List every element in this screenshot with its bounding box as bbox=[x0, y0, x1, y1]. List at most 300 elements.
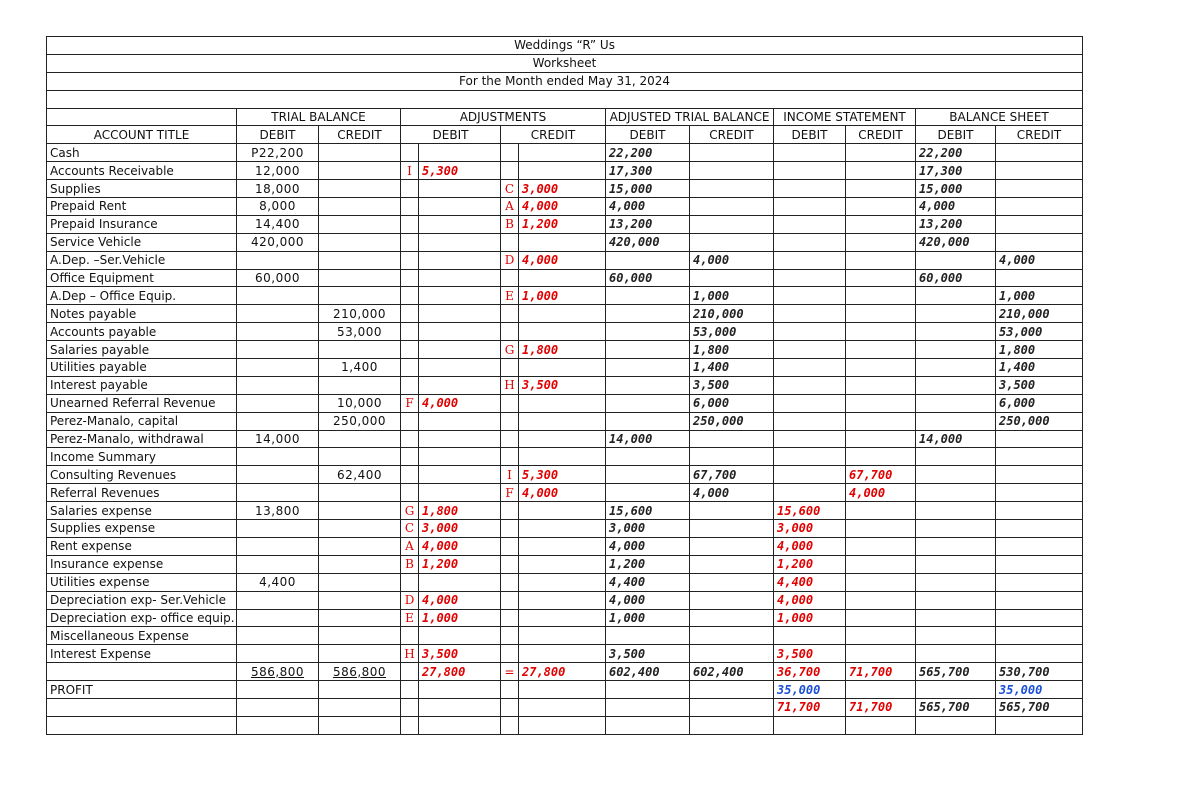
adj-debit bbox=[419, 233, 501, 251]
adj-credit-ref bbox=[501, 573, 519, 591]
adj-credit-ref: A bbox=[501, 198, 519, 216]
atb-debit: 22,200 bbox=[606, 144, 690, 162]
atb-credit bbox=[690, 645, 774, 663]
blank-cell bbox=[237, 681, 319, 699]
account-title: Miscellaneous Expense bbox=[47, 627, 237, 645]
profit-is-debit: 35,000 bbox=[774, 681, 846, 699]
adj-credit bbox=[519, 430, 606, 448]
adj-credit-ref bbox=[501, 412, 519, 430]
blank-cell bbox=[606, 681, 690, 699]
adj-credit bbox=[519, 162, 606, 180]
bs-credit-total: 530,700 bbox=[996, 663, 1083, 681]
account-title-header: ACCOUNT TITLE bbox=[47, 126, 237, 144]
adj-debit bbox=[419, 251, 501, 269]
is-debit bbox=[774, 198, 846, 216]
adj-credit-ref: C bbox=[501, 180, 519, 198]
atb-debit: 4,000 bbox=[606, 198, 690, 216]
is-credit: 4,000 bbox=[846, 484, 916, 502]
table-row bbox=[47, 162, 1083, 180]
account-title: Depreciation exp- office equip. bbox=[47, 609, 237, 627]
adj-debit: 3,500 bbox=[419, 645, 501, 663]
adjustments-header: ADJUSTMENTS bbox=[401, 108, 606, 126]
is-debit-total: 36,700 bbox=[774, 663, 846, 681]
table-row bbox=[47, 144, 1083, 162]
adj-debit: 3,000 bbox=[419, 520, 501, 538]
bs-debit: 60,000 bbox=[916, 269, 996, 287]
bs-credit-header: CREDIT bbox=[996, 126, 1083, 144]
profit-label: PROFIT bbox=[47, 681, 237, 699]
bs-debit bbox=[916, 466, 996, 484]
adj-debit bbox=[419, 466, 501, 484]
tb-credit bbox=[319, 233, 401, 251]
bs-credit bbox=[996, 573, 1083, 591]
bs-debit bbox=[916, 520, 996, 538]
blank-cell bbox=[401, 681, 419, 699]
is-credit bbox=[846, 520, 916, 538]
adj-debit bbox=[419, 376, 501, 394]
adj-credit-ref: B bbox=[501, 215, 519, 233]
atb-credit: 210,000 bbox=[690, 305, 774, 323]
account-title: Rent expense bbox=[47, 537, 237, 555]
blank-cell bbox=[47, 108, 237, 126]
table-row bbox=[47, 573, 1083, 591]
adj-debit-ref bbox=[401, 430, 419, 448]
atb-credit: 6,000 bbox=[690, 394, 774, 412]
bs-credit bbox=[996, 645, 1083, 663]
adj-debit-ref bbox=[401, 573, 419, 591]
bs-debit bbox=[916, 359, 996, 377]
adj-credit bbox=[519, 645, 606, 663]
adj-debit-ref bbox=[401, 341, 419, 359]
adj-debit bbox=[419, 305, 501, 323]
is-debit: 1,000 bbox=[774, 609, 846, 627]
is-credit bbox=[846, 341, 916, 359]
bs-credit bbox=[996, 555, 1083, 573]
is-debit: 4,400 bbox=[774, 573, 846, 591]
blank-cell bbox=[519, 716, 606, 734]
account-title: Perez-Manalo, withdrawal bbox=[47, 430, 237, 448]
period-title: For the Month ended May 31, 2024 bbox=[47, 72, 1083, 90]
tb-debit: 4,400 bbox=[237, 573, 319, 591]
atb-debit-header: DEBIT bbox=[606, 126, 690, 144]
tb-credit-header: CREDIT bbox=[319, 126, 401, 144]
tb-credit bbox=[319, 502, 401, 520]
is-credit bbox=[846, 323, 916, 341]
adj-credit bbox=[519, 573, 606, 591]
is-credit bbox=[846, 305, 916, 323]
bs-debit bbox=[916, 537, 996, 555]
is-credit bbox=[846, 555, 916, 573]
table-row bbox=[47, 359, 1083, 377]
atb-credit bbox=[690, 198, 774, 216]
is-credit bbox=[846, 198, 916, 216]
adj-credit-ref bbox=[501, 645, 519, 663]
is-debit bbox=[774, 305, 846, 323]
bs-debit bbox=[916, 394, 996, 412]
atb-debit bbox=[606, 305, 690, 323]
tb-debit bbox=[237, 412, 319, 430]
is-debit bbox=[774, 430, 846, 448]
atb-credit bbox=[690, 430, 774, 448]
bs-debit bbox=[916, 305, 996, 323]
adj-credit bbox=[519, 520, 606, 538]
is-debit bbox=[774, 466, 846, 484]
adj-debit-ref bbox=[401, 627, 419, 645]
final-is-debit: 71,700 bbox=[774, 698, 846, 716]
atb-debit bbox=[606, 448, 690, 466]
tb-credit bbox=[319, 341, 401, 359]
bs-credit: 4,000 bbox=[996, 251, 1083, 269]
tb-debit bbox=[237, 520, 319, 538]
is-debit bbox=[774, 448, 846, 466]
tb-credit bbox=[319, 520, 401, 538]
atb-credit bbox=[690, 448, 774, 466]
adj-debit-ref bbox=[401, 466, 419, 484]
bs-debit: 14,000 bbox=[916, 430, 996, 448]
tb-credit bbox=[319, 484, 401, 502]
bs-debit bbox=[916, 323, 996, 341]
bs-credit bbox=[996, 198, 1083, 216]
is-credit: 67,700 bbox=[846, 466, 916, 484]
adj-credit bbox=[519, 412, 606, 430]
adj-debit-ref bbox=[401, 251, 419, 269]
adj-credit bbox=[519, 144, 606, 162]
is-credit bbox=[846, 430, 916, 448]
atb-credit: 1,800 bbox=[690, 341, 774, 359]
tb-credit bbox=[319, 537, 401, 555]
blank-cell bbox=[237, 698, 319, 716]
tb-credit: 62,400 bbox=[319, 466, 401, 484]
atb-debit: 14,000 bbox=[606, 430, 690, 448]
account-title: A.Dep. –Ser.Vehicle bbox=[47, 251, 237, 269]
bs-credit bbox=[996, 591, 1083, 609]
balance-sheet-header: BALANCE SHEET bbox=[916, 108, 1083, 126]
adj-credit-ref bbox=[501, 305, 519, 323]
blank-cell bbox=[401, 663, 419, 681]
bs-credit: 1,000 bbox=[996, 287, 1083, 305]
bs-debit-header: DEBIT bbox=[916, 126, 996, 144]
table-row bbox=[47, 609, 1083, 627]
is-debit: 1,200 bbox=[774, 555, 846, 573]
table-row bbox=[47, 430, 1083, 448]
atb-debit-total: 602,400 bbox=[606, 663, 690, 681]
tb-debit bbox=[237, 341, 319, 359]
adj-credit bbox=[519, 323, 606, 341]
is-credit bbox=[846, 287, 916, 305]
is-credit bbox=[846, 144, 916, 162]
adj-debit-ref bbox=[401, 412, 419, 430]
adj-credit bbox=[519, 609, 606, 627]
tb-credit: 1,400 bbox=[319, 359, 401, 377]
is-debit bbox=[774, 376, 846, 394]
tb-credit-total: 586,800 bbox=[319, 663, 401, 681]
account-title: Interest Expense bbox=[47, 645, 237, 663]
bs-debit bbox=[916, 287, 996, 305]
adj-credit: 5,300 bbox=[519, 466, 606, 484]
adj-debit-ref bbox=[401, 484, 419, 502]
atb-debit bbox=[606, 359, 690, 377]
tb-debit: 13,800 bbox=[237, 502, 319, 520]
is-debit bbox=[774, 251, 846, 269]
atb-credit-header: CREDIT bbox=[690, 126, 774, 144]
is-credit bbox=[846, 269, 916, 287]
tb-credit bbox=[319, 609, 401, 627]
account-title: Accounts payable bbox=[47, 323, 237, 341]
account-title: Cash bbox=[47, 144, 237, 162]
bs-debit bbox=[916, 341, 996, 359]
account-title: Supplies bbox=[47, 180, 237, 198]
adj-credit-ref bbox=[501, 591, 519, 609]
is-debit bbox=[774, 215, 846, 233]
atb-debit: 1,000 bbox=[606, 609, 690, 627]
atb-credit: 1,000 bbox=[690, 287, 774, 305]
adj-debit-header: DEBIT bbox=[401, 126, 501, 144]
is-credit-total: 71,700 bbox=[846, 663, 916, 681]
atb-credit bbox=[690, 537, 774, 555]
bs-credit bbox=[996, 537, 1083, 555]
atb-debit: 60,000 bbox=[606, 269, 690, 287]
is-credit bbox=[846, 412, 916, 430]
is-credit bbox=[846, 359, 916, 377]
account-title: Prepaid Insurance bbox=[47, 215, 237, 233]
adjusted-trial-balance-header: ADJUSTED TRIAL BALANCE bbox=[606, 108, 774, 126]
atb-debit: 13,200 bbox=[606, 215, 690, 233]
is-credit bbox=[846, 627, 916, 645]
is-credit bbox=[846, 180, 916, 198]
adj-debit: 1,200 bbox=[419, 555, 501, 573]
is-debit bbox=[774, 162, 846, 180]
blank-cell bbox=[501, 681, 519, 699]
bs-debit bbox=[916, 591, 996, 609]
table-row bbox=[47, 537, 1083, 555]
tb-credit bbox=[319, 627, 401, 645]
adj-credit-ref bbox=[501, 627, 519, 645]
table-row bbox=[47, 502, 1083, 520]
tb-debit bbox=[237, 394, 319, 412]
account-title: Service Vehicle bbox=[47, 233, 237, 251]
final-bs-debit: 565,700 bbox=[916, 698, 996, 716]
tb-debit-header: DEBIT bbox=[237, 126, 319, 144]
bs-debit bbox=[916, 627, 996, 645]
table-row bbox=[47, 233, 1083, 251]
table-row bbox=[47, 323, 1083, 341]
table-row bbox=[47, 287, 1083, 305]
tb-debit: P22,200 bbox=[237, 144, 319, 162]
blank-row bbox=[47, 716, 1083, 734]
adj-debit bbox=[419, 215, 501, 233]
adj-debit-ref: C bbox=[401, 520, 419, 538]
adj-debit-ref: B bbox=[401, 555, 419, 573]
atb-debit: 17,300 bbox=[606, 162, 690, 180]
adj-debit bbox=[419, 198, 501, 216]
is-credit bbox=[846, 573, 916, 591]
adj-credit: 1,000 bbox=[519, 287, 606, 305]
is-debit bbox=[774, 359, 846, 377]
is-credit bbox=[846, 591, 916, 609]
is-credit bbox=[846, 537, 916, 555]
tb-debit: 14,000 bbox=[237, 430, 319, 448]
atb-debit bbox=[606, 251, 690, 269]
adj-credit-ref: F bbox=[501, 484, 519, 502]
worksheet-title: Worksheet bbox=[47, 54, 1083, 72]
bs-debit bbox=[916, 412, 996, 430]
is-credit bbox=[846, 162, 916, 180]
bs-credit bbox=[996, 162, 1083, 180]
blank-cell bbox=[690, 681, 774, 699]
blank-cell bbox=[47, 716, 237, 734]
is-debit: 3,500 bbox=[774, 645, 846, 663]
blank-cell bbox=[774, 716, 846, 734]
adj-debit-ref: E bbox=[401, 609, 419, 627]
atb-debit: 3,500 bbox=[606, 645, 690, 663]
bs-credit bbox=[996, 484, 1083, 502]
tb-debit: 60,000 bbox=[237, 269, 319, 287]
blank-row bbox=[47, 90, 1083, 108]
account-title: Insurance expense bbox=[47, 555, 237, 573]
table-row bbox=[47, 180, 1083, 198]
blank-cell bbox=[419, 698, 501, 716]
tb-debit bbox=[237, 609, 319, 627]
tb-credit: 210,000 bbox=[319, 305, 401, 323]
tb-credit: 250,000 bbox=[319, 412, 401, 430]
bs-credit bbox=[996, 430, 1083, 448]
bs-credit bbox=[996, 627, 1083, 645]
totals-label bbox=[47, 663, 237, 681]
adj-debit: 5,300 bbox=[419, 162, 501, 180]
adj-credit-header: CREDIT bbox=[501, 126, 606, 144]
adj-debit: 4,000 bbox=[419, 537, 501, 555]
atb-credit: 53,000 bbox=[690, 323, 774, 341]
is-credit bbox=[846, 609, 916, 627]
adj-credit-ref bbox=[501, 609, 519, 627]
atb-credit: 4,000 bbox=[690, 484, 774, 502]
table-row bbox=[47, 466, 1083, 484]
tb-credit bbox=[319, 430, 401, 448]
is-credit bbox=[846, 645, 916, 663]
adj-debit-ref bbox=[401, 180, 419, 198]
blank-cell bbox=[690, 698, 774, 716]
bs-credit bbox=[996, 180, 1083, 198]
blank-cell bbox=[606, 698, 690, 716]
table-row bbox=[47, 412, 1083, 430]
atb-credit: 1,400 bbox=[690, 359, 774, 377]
atb-credit bbox=[690, 573, 774, 591]
adj-debit bbox=[419, 269, 501, 287]
atb-debit bbox=[606, 376, 690, 394]
trial-balance-header: TRIAL BALANCE bbox=[237, 108, 401, 126]
account-title: Consulting Revenues bbox=[47, 466, 237, 484]
adj-debit-ref: H bbox=[401, 645, 419, 663]
tb-credit: 10,000 bbox=[319, 394, 401, 412]
adj-credit-ref bbox=[501, 430, 519, 448]
adj-credit-ref: G bbox=[501, 341, 519, 359]
bs-debit bbox=[916, 484, 996, 502]
adj-credit bbox=[519, 448, 606, 466]
tb-credit bbox=[319, 251, 401, 269]
adj-credit: 3,000 bbox=[519, 180, 606, 198]
atb-credit bbox=[690, 269, 774, 287]
adj-credit-ref: E bbox=[501, 287, 519, 305]
adj-debit: 1,800 bbox=[419, 502, 501, 520]
account-title: Utilities expense bbox=[47, 573, 237, 591]
blank-cell bbox=[519, 698, 606, 716]
atb-debit bbox=[606, 323, 690, 341]
bs-credit: 3,500 bbox=[996, 376, 1083, 394]
atb-debit bbox=[606, 287, 690, 305]
tb-credit bbox=[319, 269, 401, 287]
tb-credit bbox=[319, 376, 401, 394]
account-title: Income Summary bbox=[47, 448, 237, 466]
adj-debit-ref: A bbox=[401, 537, 419, 555]
bs-debit: 13,200 bbox=[916, 215, 996, 233]
bs-credit bbox=[996, 502, 1083, 520]
adj-credit bbox=[519, 359, 606, 377]
account-title: Supplies expense bbox=[47, 520, 237, 538]
table-row bbox=[47, 645, 1083, 663]
is-credit bbox=[846, 251, 916, 269]
adj-debit: 4,000 bbox=[419, 591, 501, 609]
is-debit bbox=[774, 287, 846, 305]
adj-debit-ref bbox=[401, 323, 419, 341]
bs-credit bbox=[996, 520, 1083, 538]
adj-credit bbox=[519, 627, 606, 645]
bs-credit: 250,000 bbox=[996, 412, 1083, 430]
atb-credit bbox=[690, 591, 774, 609]
adj-credit-ref bbox=[501, 394, 519, 412]
adj-credit-ref bbox=[501, 233, 519, 251]
tb-debit bbox=[237, 466, 319, 484]
tb-debit: 8,000 bbox=[237, 198, 319, 216]
is-debit bbox=[774, 627, 846, 645]
adj-debit-ref bbox=[401, 305, 419, 323]
atb-debit bbox=[606, 627, 690, 645]
adj-debit-ref bbox=[401, 359, 419, 377]
table-row bbox=[47, 394, 1083, 412]
bs-credit: 53,000 bbox=[996, 323, 1083, 341]
adj-debit-ref bbox=[401, 287, 419, 305]
is-debit bbox=[774, 144, 846, 162]
adj-credit-total: 27,800 bbox=[519, 663, 606, 681]
blank-cell bbox=[519, 681, 606, 699]
bs-credit bbox=[996, 466, 1083, 484]
adj-debit bbox=[419, 627, 501, 645]
bs-debit bbox=[916, 609, 996, 627]
tb-credit bbox=[319, 645, 401, 663]
tb-debit bbox=[237, 448, 319, 466]
adj-debit-ref bbox=[401, 233, 419, 251]
account-title: Utilities payable bbox=[47, 359, 237, 377]
adj-credit-ref bbox=[501, 555, 519, 573]
table-row bbox=[47, 484, 1083, 502]
atb-credit bbox=[690, 502, 774, 520]
blank-cell bbox=[996, 716, 1083, 734]
table-row bbox=[47, 520, 1083, 538]
adj-credit bbox=[519, 502, 606, 520]
table-row bbox=[47, 448, 1083, 466]
adj-credit: 4,000 bbox=[519, 484, 606, 502]
adj-debit bbox=[419, 180, 501, 198]
final-totals-row bbox=[47, 698, 1083, 716]
tb-credit: 53,000 bbox=[319, 323, 401, 341]
adj-credit: 4,000 bbox=[519, 198, 606, 216]
blank-cell bbox=[916, 716, 996, 734]
account-title: Referral Revenues bbox=[47, 484, 237, 502]
atb-debit: 15,600 bbox=[606, 502, 690, 520]
account-title: Unearned Referral Revenue bbox=[47, 394, 237, 412]
tb-credit bbox=[319, 591, 401, 609]
atb-credit bbox=[690, 162, 774, 180]
tb-credit bbox=[319, 448, 401, 466]
